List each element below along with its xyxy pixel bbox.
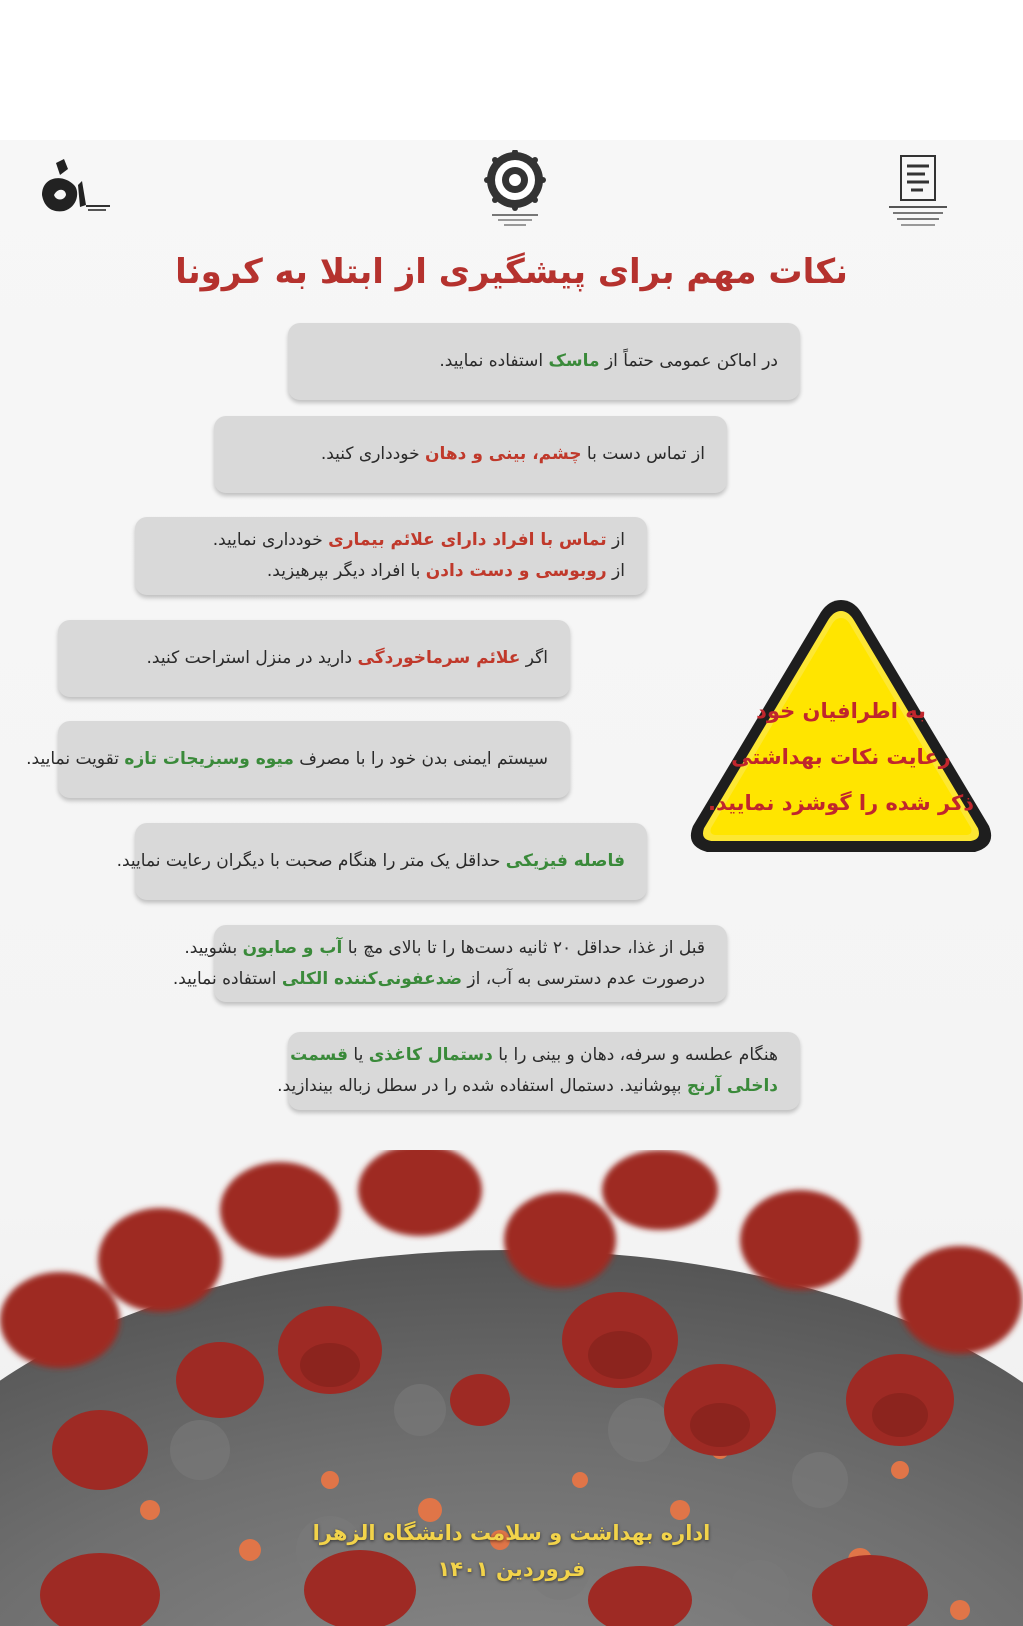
institution-seal-logo bbox=[482, 150, 548, 230]
highlighted-phrase: ضدعفونی‌کننده الکلی bbox=[281, 968, 463, 989]
warning-line-1: به اطرافیان خود bbox=[756, 699, 926, 723]
highlighted-phrase: میوه وسبزیجات تازه bbox=[124, 749, 294, 769]
highlighted-phrase: فاصله فیزیکی bbox=[505, 851, 625, 871]
tip-text: سیستم ایمنی بدن خود را با مصرف bbox=[293, 749, 548, 769]
tip-avoid-contact bbox=[135, 517, 647, 595]
tip-text: خودداری نمایید. bbox=[212, 530, 329, 550]
tip-mask bbox=[288, 323, 800, 400]
alzahra-university-logo bbox=[34, 155, 114, 225]
tip-cold-symptoms bbox=[58, 620, 570, 697]
tip-text: هنگام عطسه و سرفه، دهان و بینی را با bbox=[492, 1045, 778, 1065]
tip-text: اگر bbox=[520, 648, 548, 668]
tip-text: دارید در منزل استراحت کنید. bbox=[146, 648, 358, 668]
tip-text: حداقل یک متر را هنگام صحبت با دیگران رعایت نمایید. bbox=[116, 851, 506, 871]
tip-hand-washing bbox=[172, 925, 727, 1002]
tip-line bbox=[236, 439, 705, 470]
tip-text: خودداری کنید. bbox=[320, 444, 425, 464]
tip-text: یا bbox=[347, 1045, 369, 1065]
highlighted-phrase: داخلی آرنج bbox=[686, 1076, 778, 1096]
poster-title: نکات مهم برای پیشگیری از ابتلا به کرونا bbox=[175, 252, 848, 292]
tip-line bbox=[157, 556, 625, 587]
tip-sneeze-cough bbox=[277, 1032, 800, 1110]
tip-immune-system bbox=[26, 721, 570, 798]
ministry-logo bbox=[883, 152, 953, 238]
tip-line bbox=[157, 525, 625, 556]
tip-face-touch bbox=[214, 416, 727, 493]
tip-text: بشویید. bbox=[184, 937, 243, 958]
highlighted-phrase: علائم سرماخوردگی bbox=[357, 648, 521, 668]
tip-text: استفاده نمایید. bbox=[439, 351, 549, 371]
highlighted-phrase: آب و صابون bbox=[242, 937, 343, 958]
tip-line bbox=[277, 1071, 778, 1102]
footer-organization: اداره بهداشت و سلامت دانشگاه الزهرا bbox=[312, 1521, 711, 1545]
tip-text: از bbox=[606, 530, 625, 550]
tip-line bbox=[184, 933, 705, 964]
top-margin bbox=[0, 0, 1023, 140]
tip-line bbox=[26, 744, 548, 775]
highlighted-phrase: تماس با افراد دارای علائم بیماری bbox=[328, 530, 607, 550]
tip-text: استفاده نمایید. bbox=[172, 968, 282, 989]
tip-text: درصورت عدم دسترسی به آب، از bbox=[462, 968, 705, 989]
highlighted-phrase: روبوسی و دست دادن bbox=[425, 561, 607, 581]
warning-line-2: رعایت نکات بهداشتی bbox=[731, 745, 951, 769]
tip-line bbox=[116, 846, 625, 877]
highlighted-phrase: چشم، بینی و دهان bbox=[425, 444, 582, 464]
highlighted-phrase: قسمت bbox=[290, 1045, 348, 1065]
warning-text bbox=[683, 688, 999, 826]
tip-text: بپوشانید. دستمال استفاده شده را در سطل زباله بیندازید. bbox=[277, 1076, 687, 1096]
highlighted-phrase: دستمال کاغذی bbox=[368, 1045, 493, 1065]
tip-text: از bbox=[606, 561, 625, 581]
warning-line-3: ذکر شده را گوشزد نمایید. bbox=[707, 791, 975, 815]
tip-line bbox=[80, 643, 548, 674]
tip-text: از تماس دست با bbox=[581, 444, 705, 464]
tip-text: با افراد دیگر بپرهیزید. bbox=[266, 561, 426, 581]
tip-line bbox=[290, 1040, 778, 1071]
tip-line bbox=[172, 964, 705, 995]
tip-physical-distance bbox=[116, 823, 647, 900]
tip-line bbox=[310, 346, 778, 377]
tip-text: قبل از غذا، حداقل ۲۰ ثانیه دست‌ها را تا بالای مچ با bbox=[342, 937, 705, 958]
footer bbox=[0, 1515, 1023, 1587]
highlighted-phrase: ماسک bbox=[548, 351, 600, 371]
tip-text: در اماکن عمومی حتماً از bbox=[599, 351, 778, 371]
tip-text: تقویت نمایید. bbox=[26, 749, 125, 769]
footer-date: فروردین ۱۴۰۱ bbox=[437, 1557, 586, 1581]
